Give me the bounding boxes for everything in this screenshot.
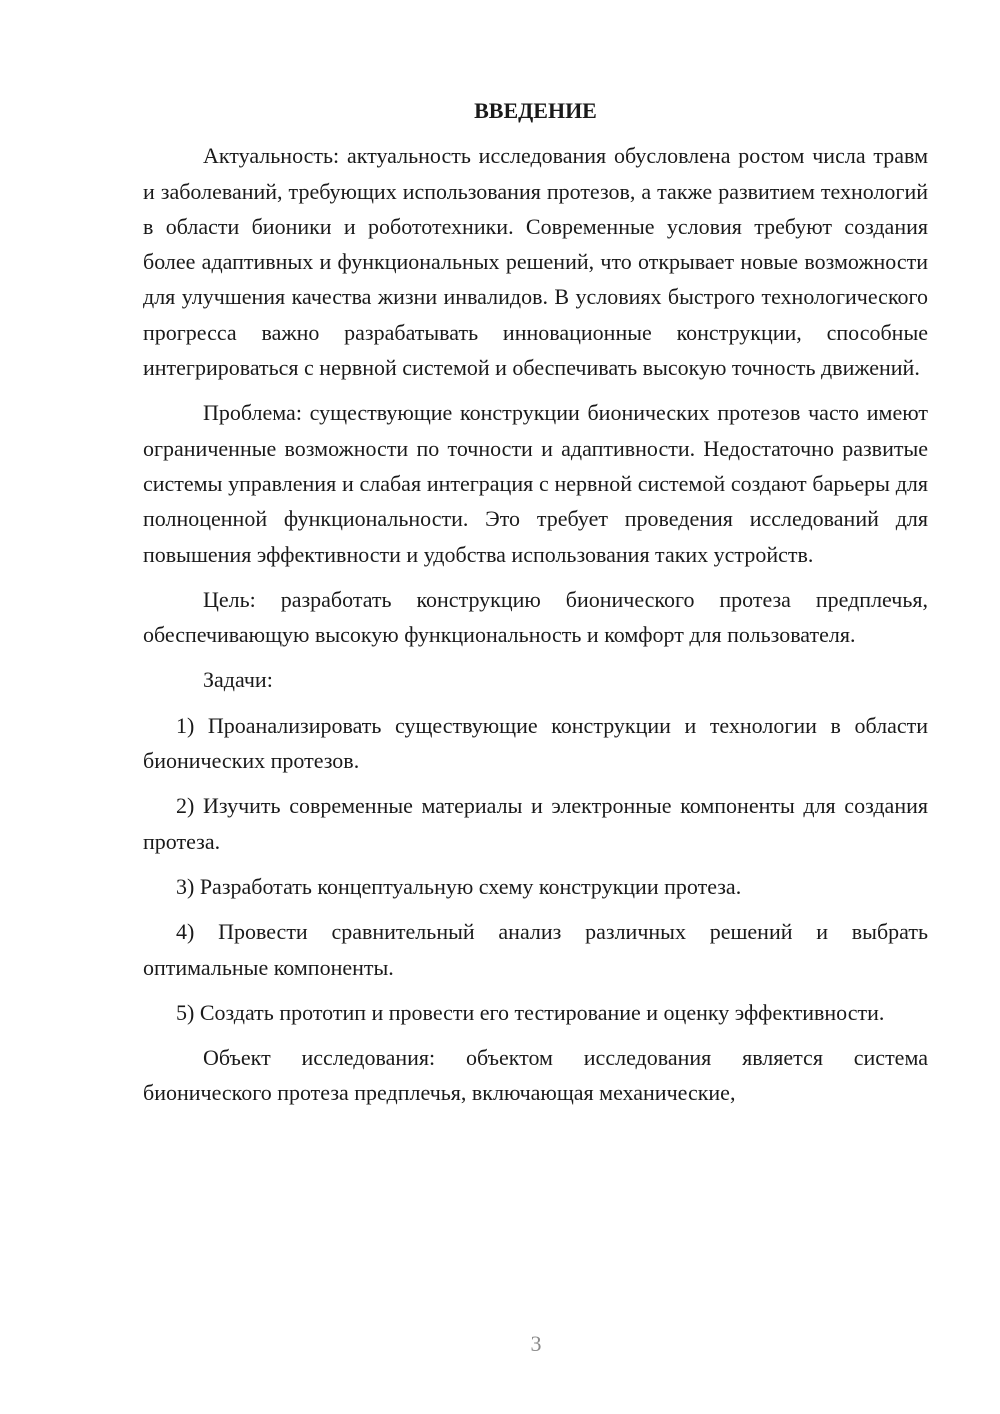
task-item-1: 1) Проанализировать существующие конструкции и технологии в области бионических протезов. [143,712,928,774]
paragraph-relevance: Актуальность: актуальность исследования обусловлена ростом числа травм и заболеваний, требующих использования протезов, а также развитием технологий в области бионики и робототехники. Современные условия требуют создания более адаптивных и функциональных решений, что открывает новые возможности для улучшения качества жизни инвалидов. В условиях быстрого технологического прогресса важно разрабатывать инновационные конструкции, способные интегрироваться с нервной системой и обеспечивать высокую точность движений. [143,143,928,381]
page-number: 3 [530,1331,542,1356]
task-item-4: 4) Провести сравнительный анализ различных решений и выбрать оптимальные компоненты. [143,919,928,980]
paragraph-object: Объект исследования: объектом исследования является система бионического протеза предплечья, включающая механические, [143,1045,928,1106]
paragraph-problem: Проблема: существующие конструкции бионических протезов часто имеют ограниченные возможности по точности и адаптивности. Недостаточно развитые системы управления и слабая интеграция с нервной системой создают барьеры для полноценной функциональности. Это требует проведения исследований для повышения эффективности и удобства использования таких устройств. [143,400,928,567]
tasks-label: Задачи: [203,667,273,693]
page-title: ВВЕДЕНИЕ [474,98,597,123]
paragraph-goal: Цель: разработать конструкцию бионического протеза предплечья, обеспечивающую высокую функциональность и комфорт для пользователя. [143,586,928,648]
task-item-2: 2) Изучить современные материалы и электронные компоненты для создания протеза. [143,793,928,854]
task-item-3: 3) Разработать концептуальную схему конструкции протеза. [176,873,742,899]
document-page [143,93,928,1121]
task-item-5: 5) Создать прототип и провести его тестирование и оценку эффективности. [176,999,885,1025]
